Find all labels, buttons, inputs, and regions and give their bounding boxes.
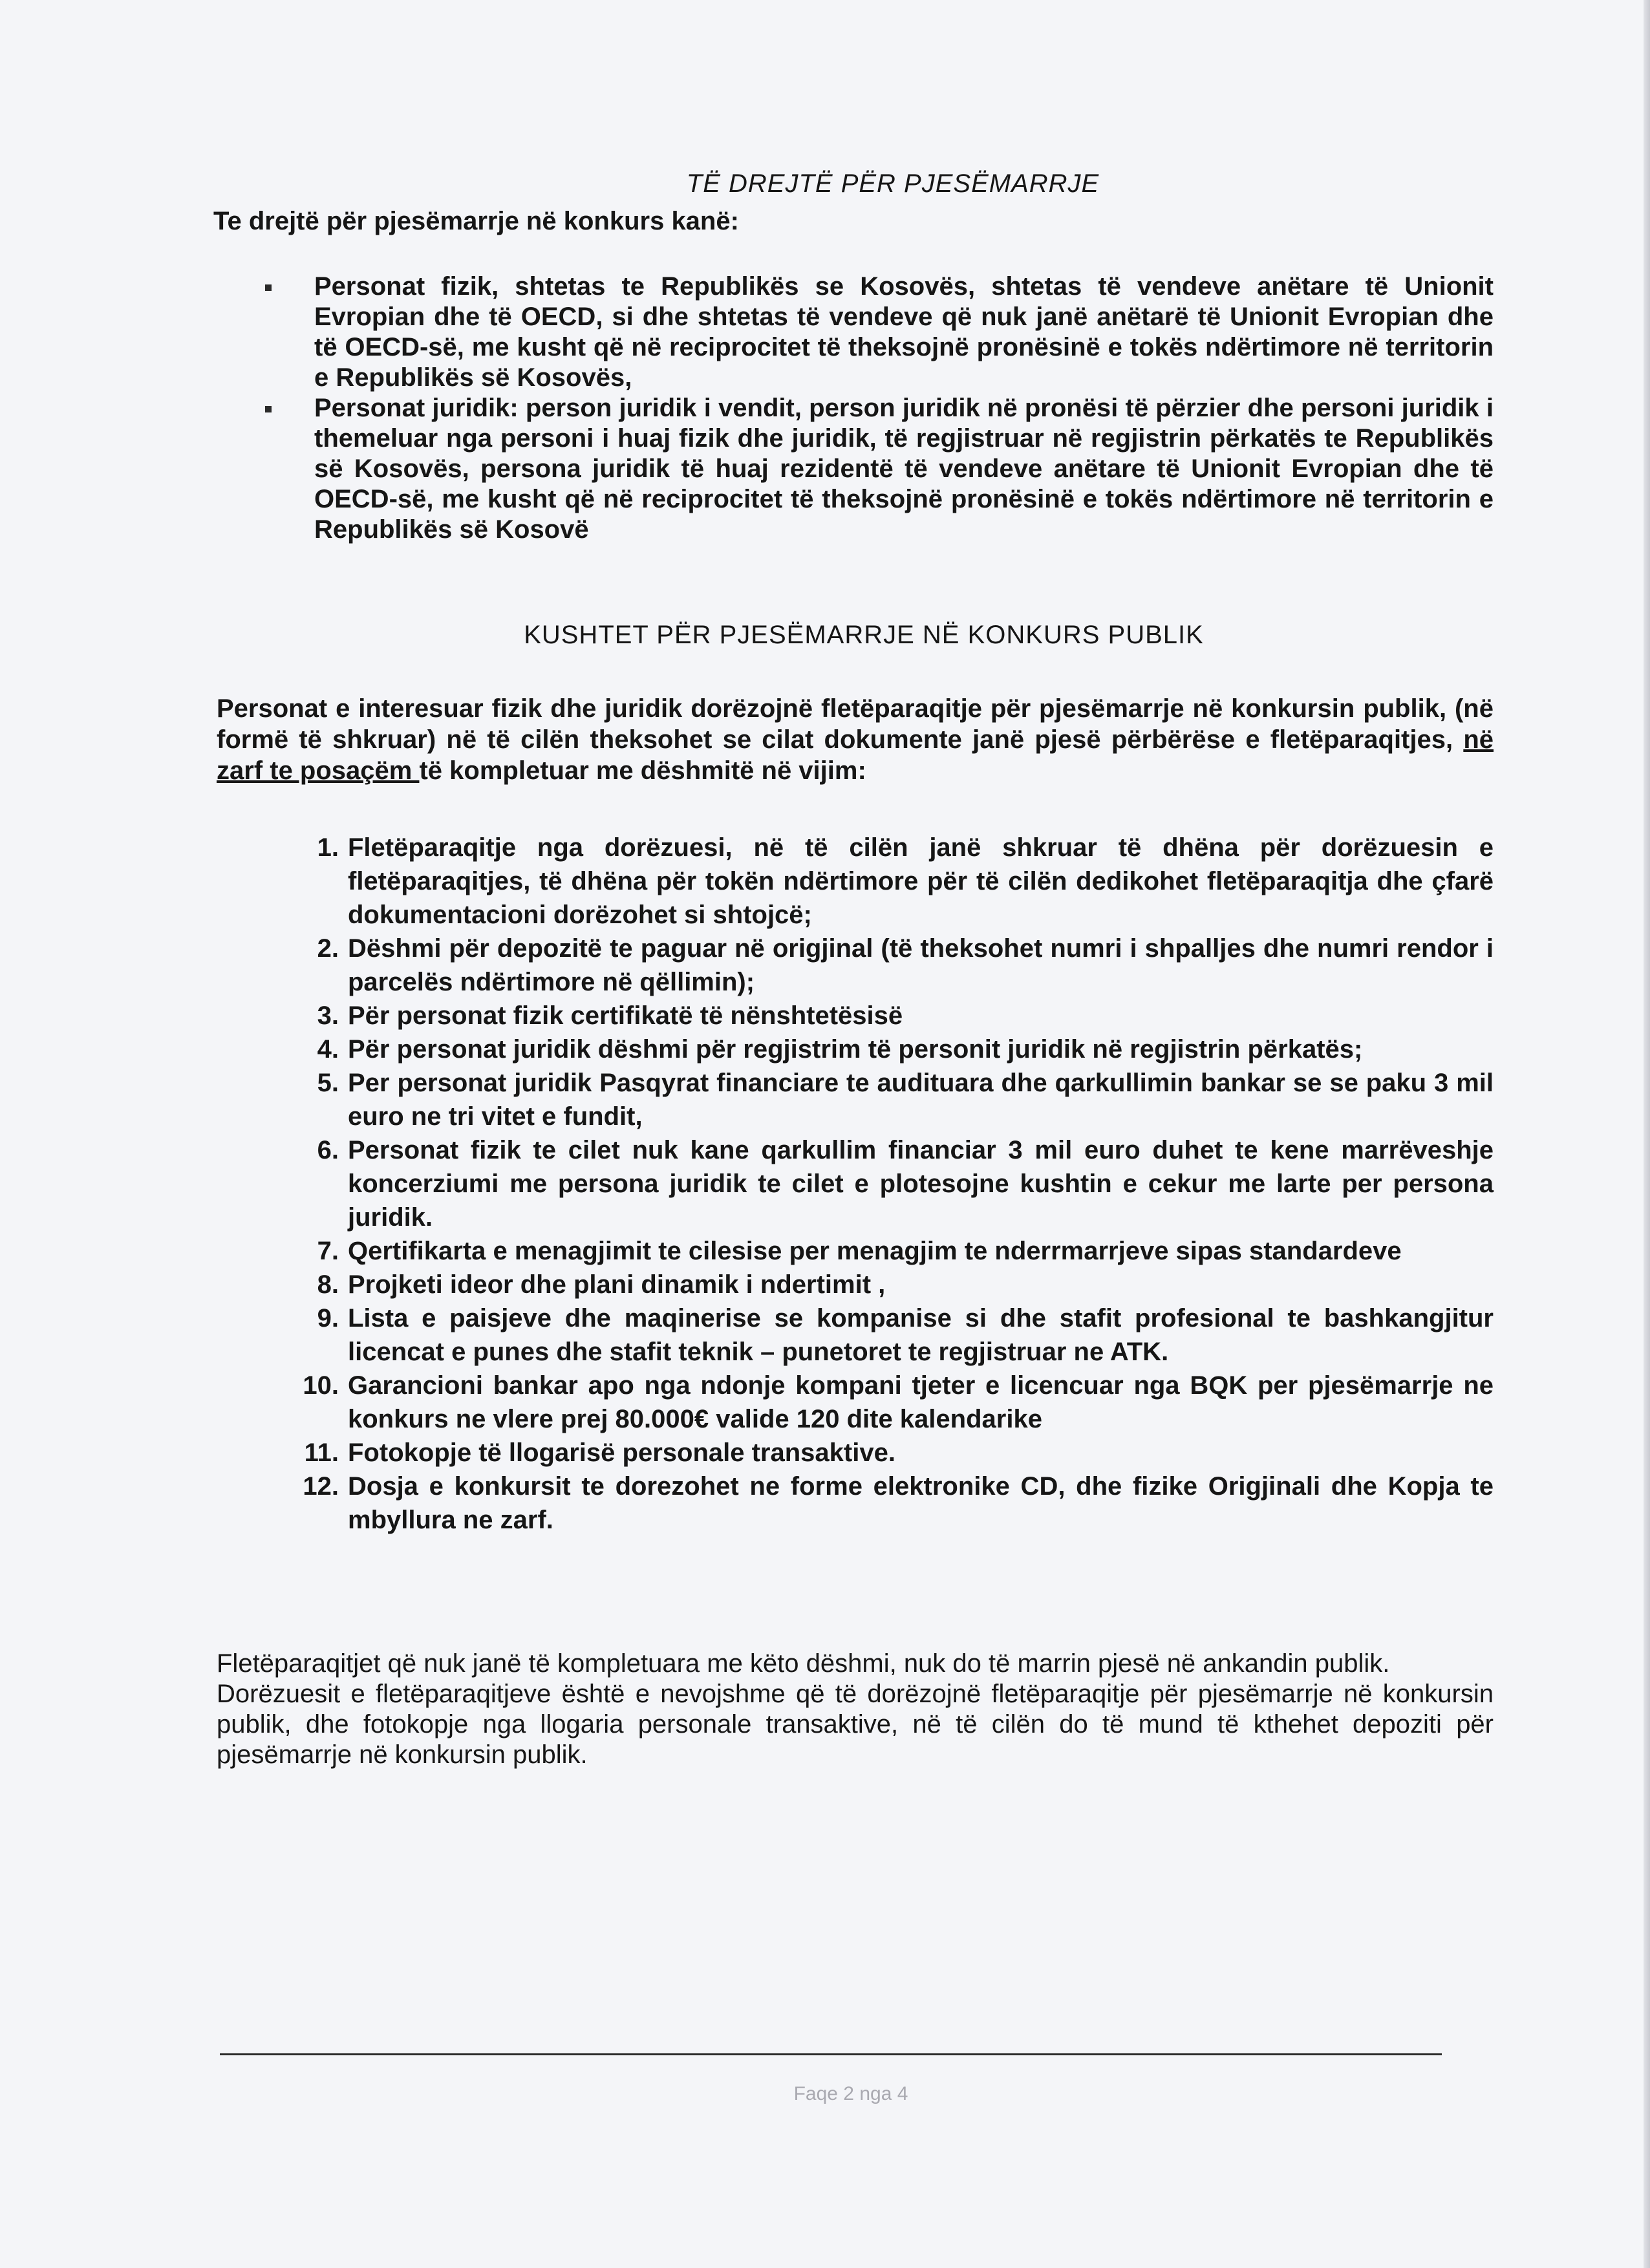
list-number: 6. [317, 1136, 339, 1164]
list-item-text: Fotokopje të llogarisë personale transaktive. [348, 1439, 895, 1467]
list-item [259, 272, 1494, 393]
list-number: 5. [317, 1069, 339, 1097]
underlined-text: në zarf te posaçëm [217, 725, 1494, 785]
section-title: TË DREJTË PËR PJESËMARRJE [686, 169, 1100, 198]
closing-paragraph: Fletëparaqitjet që nuk janë të kompletuara me këto dëshmi, nuk do të marrin pjesë në ankandin publik. [217, 1649, 1390, 1678]
list-number: 9. [317, 1304, 339, 1332]
list-item-text: Personat fizik te cilet nuk kane qarkullim financiar 3 mil euro duhet te kene marrëveshje koncerziumi me persona juridik te cilet e plotesojne kushtin e cekur me larte per persona juridik. [348, 1136, 1494, 1232]
list-item-text: Për personat fizik certifikatë të nënshtetësisë [348, 1001, 903, 1030]
list-item-text: Dëshmi për depozitë te paguar në origjinal (të theksohet numri i shpalljes dhe numri rendor i parcelës ndërtimore në qëllimin); [348, 934, 1494, 996]
list-number: 10. [303, 1371, 339, 1400]
list-item [284, 831, 1494, 932]
list-item-text: Garancioni bankar apo nga ndonje kompani tjeter e licencuar nga BQK per pjesëmarrje ne konkurs ne vlere prej 80.000€ valide 120 dite kalendarike [348, 1371, 1494, 1433]
conditions-paragraph [217, 693, 1494, 786]
footer-divider [220, 2053, 1442, 2055]
list-item-text: Personat juridik: person juridik i vendit, person juridik në pronësi të përzier dhe personi juridik i themeluar nga personi i huaj fizik dhe juridik, të regjistruar në regjistrin përkatës te Republikës së Kosovës, persona juridik të huaj rezidentë të vendeve anëtare të Unionit Evropian dhe të OECD-së, me kusht që në reciprocitet të theksojnë pronësinë e tokës ndërtimore në territorin e Republikës së Kosovë [314, 394, 1494, 544]
list-item [284, 999, 1494, 1032]
conditions-heading: KUSHTET PËR PJESËMARRJE NË KONKURS PUBLIK [524, 621, 1204, 649]
intro-line: Te drejtë për pjesëmarrje në konkurs kanë: [213, 207, 739, 235]
list-item-text: Projketi ideor dhe plani dinamik i ndertimit , [348, 1270, 886, 1299]
paragraph-text: të kompletuar me dëshmitë në vijim: [419, 756, 866, 785]
documents-list [284, 831, 1494, 1537]
list-item [259, 393, 1494, 545]
list-number: 2. [317, 934, 339, 963]
list-item [284, 1470, 1494, 1537]
closing-paragraph: Dorëzuesit e fletëparaqitjeve është e nevojshme që të dorëzojnë fletëparaqitje për pjesëmarrje në konkursin publik, dhe fotokopje nga llogaria personale transaktive, në të cilën do të mund të kthehet depoziti për pjesëmarrje në konkursin publik. [217, 1680, 1494, 1769]
closing-paragraphs [217, 1649, 1494, 1770]
list-item [284, 1301, 1494, 1369]
list-number: 7. [317, 1237, 339, 1265]
list-item [284, 1436, 1494, 1470]
list-number: 1. [317, 833, 339, 862]
list-item-text: Lista e paisjeve dhe maqinerise se kompanise si dhe stafit profesional te bashkangjitur licencat e punes dhe stafit teknik – punetoret te regjistruar ne ATK. [348, 1304, 1494, 1366]
list-item-text: Personat fizik, shtetas te Republikës se Kosovës, shtetas të vendeve anëtare të Unionit Evropian dhe të OECD, si dhe shtetas të vendeve që nuk janë anëtarë të Unionit Evropian dhe të OECD-së, me kusht që në reciprocitet të theksojnë pronësinë e tokës ndërtimore në territorin e Republikës së Kosovës, [314, 272, 1494, 392]
scan-edge [1644, 0, 1650, 2268]
list-number: 8. [317, 1270, 339, 1299]
list-item [284, 932, 1494, 999]
paragraph-text: Personat e interesuar fizik dhe juridik dorëzojnë fletëparaqitje për pjesëmarrje në konkursin publik, (në formë të shkruar) në të cilën theksohet se cilat dokumente janë pjesë përbërëse e fletëparaqitjes, [217, 694, 1494, 754]
list-item [284, 1066, 1494, 1133]
list-number: 12. [303, 1472, 339, 1501]
list-number: 4. [317, 1035, 339, 1064]
eligibility-list [259, 272, 1494, 545]
list-item [284, 1032, 1494, 1066]
bullet-square-icon [265, 406, 272, 412]
list-item-text: Per personat juridik Pasqyrat financiare te audituara dhe qarkullimin bankar se se paku 3 mil euro ne tri vitet e fundit, [348, 1069, 1494, 1131]
list-item-text: Dosja e konkursit te dorezohet ne forme elektronike CD, dhe fizike Origjinali dhe Kopja te mbyllura ne zarf. [348, 1472, 1494, 1534]
list-item [284, 1268, 1494, 1301]
bullet-square-icon [265, 284, 272, 291]
list-item [284, 1234, 1494, 1268]
list-item [284, 1133, 1494, 1234]
list-item-text: Fletëparaqitje nga dorëzuesi, në të cilën janë shkruar të dhëna për dorëzuesin e fletëparaqitjes, të dhëna për tokën ndërtimore për të cilën dedikohet fletëparaqitja dhe çfarë dokumentacioni dorëzohet si shtojcë; [348, 833, 1494, 929]
page-number: Faqe 2 nga 4 [793, 2083, 908, 2104]
list-item [284, 1369, 1494, 1436]
list-number: 3. [317, 1001, 339, 1030]
list-item-text: Qertifikarta e menagjimit te cilesise per menagjim te nderrmarrjeve sipas standardeve [348, 1237, 1402, 1265]
list-number: 11. [304, 1439, 339, 1467]
list-item-text: Për personat juridik dëshmi për regjistrim të personit juridik në regjistrin përkatës; [348, 1035, 1363, 1064]
